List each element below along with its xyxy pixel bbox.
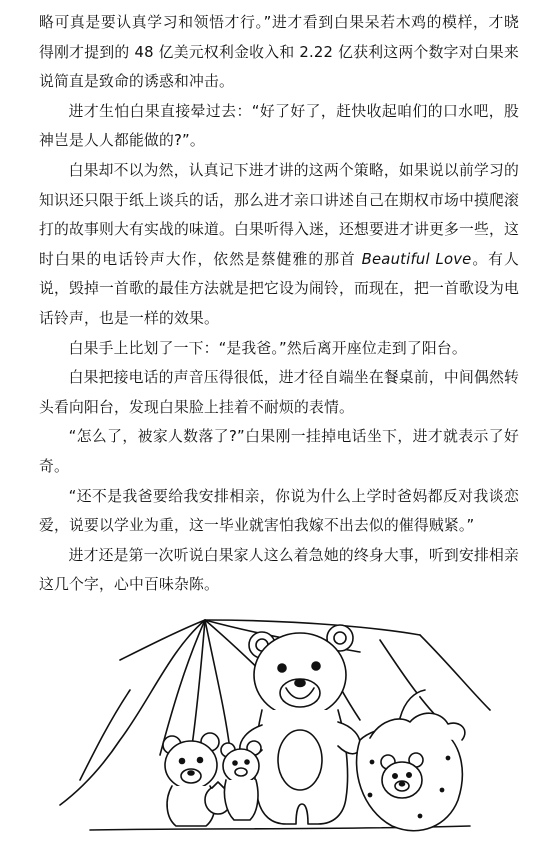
- body-text: [39, 8, 519, 600]
- paragraph-8: 进才还是第一次听说白果家人这么着急她的终身大事，听到安排相亲这几个字，心中百味杂陈。: [39, 546, 519, 594]
- strawberry-cushion: [357, 690, 465, 831]
- paragraph-4: 白果手上比划了一下：“是我爸。”然后离开座位走到了阳台。: [68, 339, 467, 357]
- small-teddy-bear-middle: [221, 741, 261, 820]
- paragraph-1: 略可真是要认真学习和领悟才行。”进才看到白果呆若木鸡的模样，才晓得刚才提到的 48 亿美元权利金收入和 2.22 亿获利这两个数字对白果来说简直是致命的诱惑和冲击。: [39, 14, 519, 91]
- paragraph-5: 白果把接电话的声音压得很低，进才径自端坐在餐桌前，中间偶然转头看向阳台，发现白果脸上挂着不耐烦的表情。: [39, 369, 519, 416]
- paragraph-2: 进才生怕白果直接晕过去：“好了好了，赶快收起咱们的口水吧，股神岂是人人都能做的?”。: [39, 102, 519, 150]
- paragraph-3-text-before: 白果却不以为然，认真记下进才讲的这两个策略，如果说以前学习的知识还只限于纸上谈兵的话，那么进才亲口讲述自己在期权市场中摸爬滚打的故事则大有实战的味道。白果听得入迷，还想要进才讲更多一些，这时白果的电话铃声大作，依然是蔡健雅的那首: [39, 161, 519, 268]
- paragraph-7: “还不是我爸要给我安排相亲，你说为什么上学时爸妈都反对我谈恋爱，说要以学业为重，这一毕业就害怕我嫁不出去似的催得贼紧。”: [39, 487, 519, 535]
- teddy-bears-illustration: [0, 590, 548, 841]
- paragraph-3: [39, 156, 519, 334]
- small-teddy-bear-left: [163, 733, 231, 826]
- paragraph-6: “怎么了，被家人数落了?”白果刚一挂掉电话坐下，进才就表示了好奇。: [39, 428, 519, 475]
- paragraph-3-text-after: 。有人说，毁掉一首歌的最佳方法就是把它设为闹铃，而现在，把一首歌设为电话铃声，也是一样的效果。: [39, 250, 520, 327]
- song-title: Beautiful Love: [361, 250, 472, 268]
